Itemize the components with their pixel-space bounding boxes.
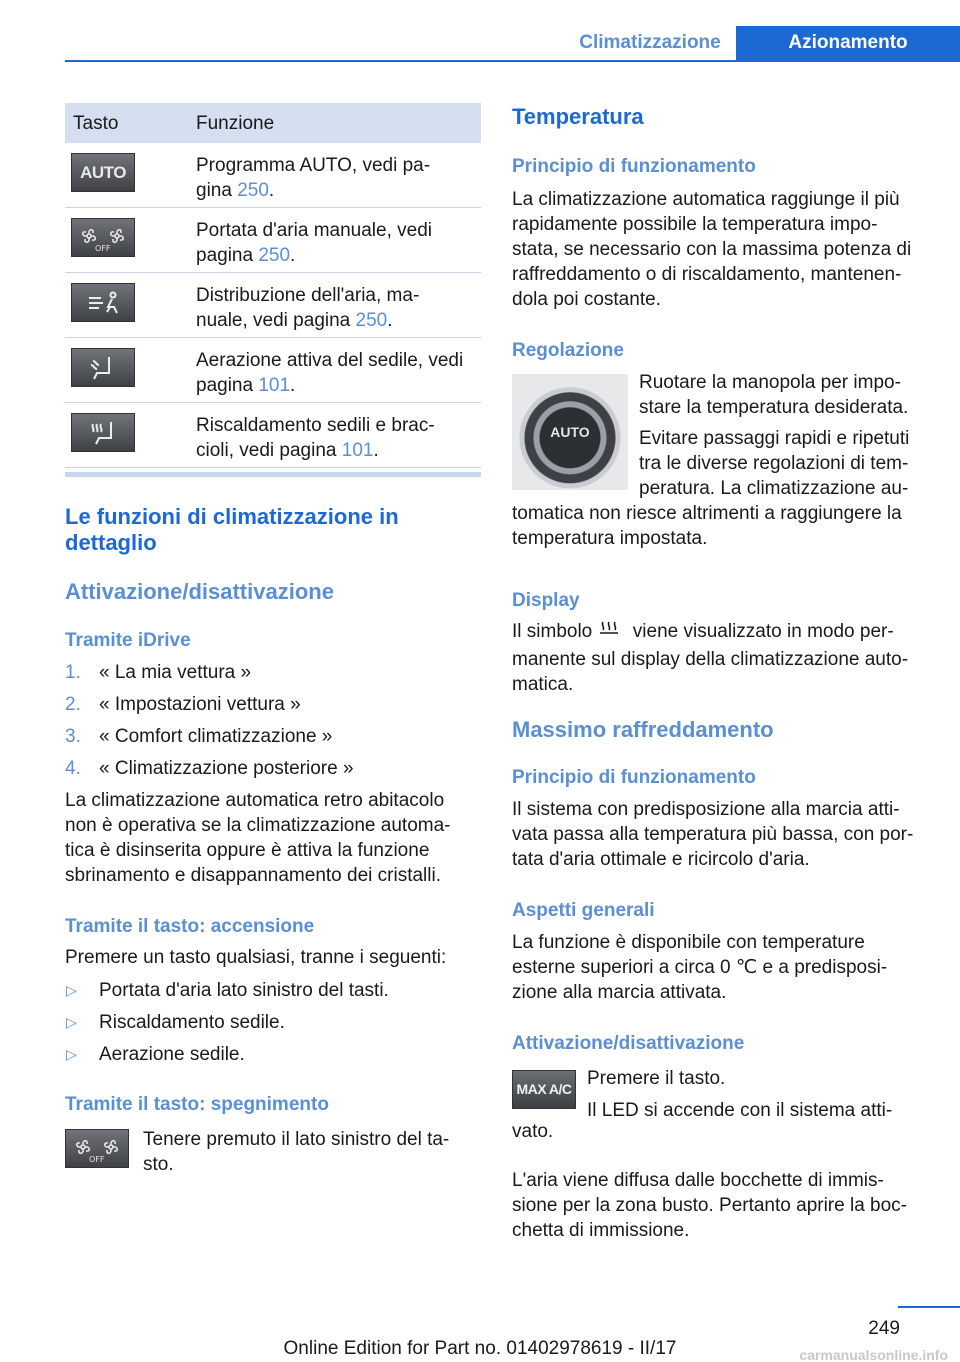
page-number: 249 (868, 1318, 900, 1339)
table-row (65, 403, 481, 468)
watermark: carmanualsonline.info (799, 1347, 948, 1362)
list-item: 3. « Comfort climatizzazione » (65, 726, 333, 747)
page-link[interactable]: 250 (355, 310, 388, 331)
right-column (512, 103, 932, 1243)
list-item: 1. « La mia vettura » (65, 662, 252, 683)
on-caption: Tramite il tasto: accensione (65, 916, 315, 937)
edition-footer: Online Edition for Part no. 01402978619 - II/17 (283, 1338, 677, 1359)
idrive-note: La climatizzazione automatica retro abitacolo non è operativa se la climatizzazione automa- tica è disinserita oppure è attiva la funzione sbrinamento e disappannamento dei cristalli. (65, 790, 451, 886)
fan-off-icon (65, 1129, 129, 1168)
list-item: ▷ Aerazione sedile. (65, 1042, 481, 1074)
list-item: 2. « Impostazioni vettura » (65, 694, 301, 715)
activation-text-1: Premere il tasto. (587, 1068, 726, 1089)
idrive-caption: Tramite iDrive (65, 630, 191, 651)
off-text: Tenere premuto il lato sinistro del ta- sto. (143, 1129, 450, 1175)
header-rule (65, 60, 960, 62)
subsection-title: Attivazione/disattivazione (65, 579, 334, 604)
principle-text: La climatizzazione automatica raggiunge il più rapidamente possibile la temperatura impo- stata, se necessario con la massima potenza di raffreddamento o di riscaldamento, mantenen- dola poi costante. (512, 189, 912, 310)
fan-off-icon (71, 218, 135, 257)
page-header (564, 26, 960, 62)
max-ac-button-icon: MAX A/C (512, 1070, 576, 1109)
display-caption: Display (512, 590, 580, 611)
svg-text:OFF: OFF (89, 1154, 105, 1164)
triangle-bullet-icon: ▷ (66, 1046, 77, 1062)
general-text: La funzione è disponibile con temperature esterne superiori a circa 0 ℃ e a predisposi- zione alla marcia attivata. (512, 932, 888, 1003)
off-block (65, 1129, 481, 1177)
section-title: Le funzioni di climatizzazione in dettaglio (65, 504, 399, 555)
table-cell-function: Aerazione attiva del sedile, vedi pagina 101. (196, 350, 464, 396)
air-distribution-icon (71, 283, 135, 322)
seat-ventilation-icon (71, 348, 135, 387)
list-item: ▷ Riscaldamento sedile. (65, 1010, 481, 1042)
svg-text:OFF: OFF (95, 243, 111, 253)
page-link[interactable]: 101 (341, 440, 374, 461)
display-text: Il simbolo viene visualizzato in modo per- manente sul display della climatizzazione auto- matica. (512, 621, 909, 695)
auto-button-icon: AUTO (71, 153, 135, 192)
max-principle-caption: Principio di funzionamento (512, 767, 756, 788)
idrive-steps (65, 660, 481, 788)
page-link[interactable]: 250 (237, 180, 269, 201)
activation-caption: Attivazione/disattivazione (512, 1033, 745, 1054)
on-bullets (65, 978, 481, 1074)
temperature-title: Temperatura (512, 104, 644, 129)
table-row (65, 273, 481, 338)
header-section: Climatizzazione (579, 32, 721, 53)
page-link[interactable]: 250 (258, 245, 291, 266)
regulation-text-1: Ruotare la manopola per impo- stare la temperatura desiderata. (639, 372, 909, 418)
table-col-key: Tasto (73, 112, 119, 134)
regulation-text-2a: Evitare passaggi rapidi e ripetuti tra le diverse regolazioni di tem- peratura. La climatizzazione au- (639, 428, 910, 499)
activation-text-2a: Il LED si accende con il sistema atti- (587, 1100, 893, 1121)
list-item: ▷ Portata d'aria lato sinistro del tasti. (65, 978, 481, 1010)
left-column (65, 103, 481, 1177)
max-cooling-title: Massimo raffreddamento (512, 717, 774, 742)
table-row (65, 143, 481, 208)
principle-caption: Principio di funzionamento (512, 156, 756, 177)
seat-heating-icon (71, 413, 135, 452)
table-end-rule (65, 472, 481, 477)
triangle-bullet-icon: ▷ (66, 1014, 77, 1030)
list-item: 4. « Climatizzazione posteriore » (65, 758, 354, 779)
table-col-function: Funzione (196, 112, 275, 134)
triangle-bullet-icon: ▷ (66, 982, 77, 998)
off-caption: Tramite il tasto: spegnimento (65, 1094, 329, 1115)
on-text: Premere un tasto qualsiasi, tranne i seguenti: (65, 947, 447, 968)
table-cell-function: Portata d'aria manuale, vedi pagina 250. (196, 220, 432, 266)
activation-text-2b: vato. (512, 1121, 554, 1142)
footer-rule (898, 1306, 960, 1308)
table-row (65, 338, 481, 403)
regulation-caption: Regolazione (512, 340, 624, 361)
button-function-table (65, 103, 481, 477)
table-row (65, 208, 481, 273)
seat-heating-symbol-icon (598, 620, 628, 647)
table-header (65, 103, 481, 143)
regulation-block (512, 373, 932, 501)
general-caption: Aspetti generali (512, 900, 655, 921)
table-cell-function: Riscaldamento sedili e brac- cioli, vedi pagina 101. (196, 415, 435, 461)
activation-block (512, 1070, 932, 1123)
temperature-knob-image: AUTO (512, 374, 628, 490)
page-link[interactable]: 101 (258, 375, 291, 396)
table-cell-function: Programma AUTO, vedi pa- gina 250. (196, 155, 431, 201)
table-cell-function: Distribuzione dell'aria, ma- nuale, vedi pagina 250. (196, 285, 420, 331)
header-chapter: Azionamento (736, 26, 960, 62)
max-principle-text: Il sistema con predisposizione alla marcia atti- vata passa alla temperatura più bassa, con por- tata d'aria ottimale e ricircolo d'aria. (512, 799, 914, 870)
air-text: L'aria viene diffusa dalle bocchette di immis- sione per la zona busto. Pertanto aprire la boc- chetta di immissione. (512, 1170, 908, 1241)
regulation-text-2b: tomatica non riesce altrimenti a raggiungere la temperatura impostata. (512, 503, 902, 549)
